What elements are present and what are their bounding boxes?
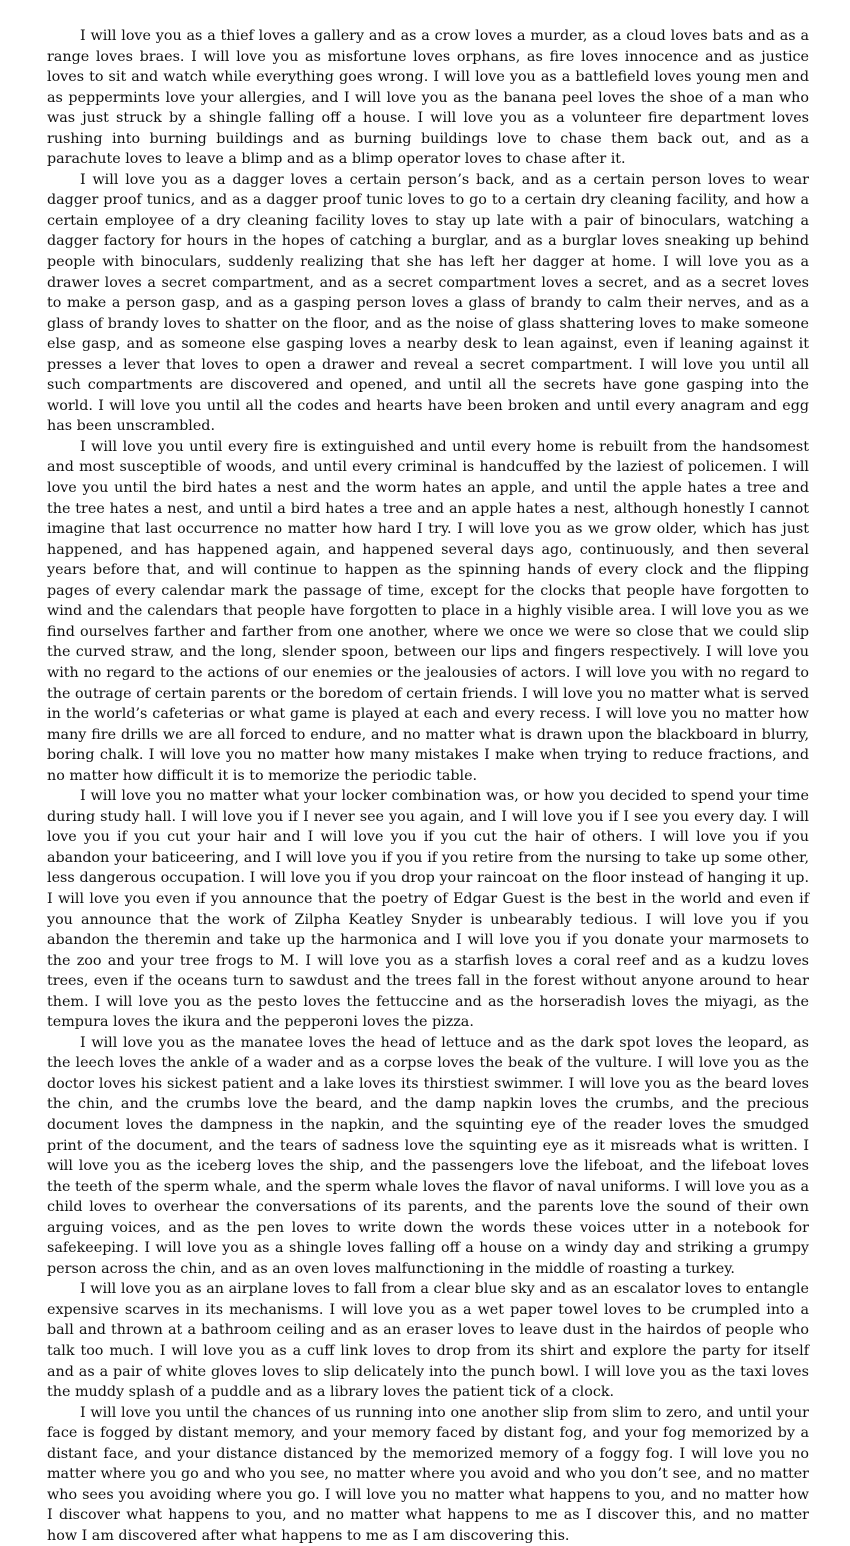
paragraph: I will love you no matter what your locker combination was, or how you decided to spend your time during study hall. I will love you if I never see you again, and I will love you if I see you every day. I will love you if you cut your hair and I will love you if you cut the hair of others. I will love you if you abandon your baticeering, and I will love you if you if you retire from the nursing to take up some other, less dangerous occupation. I will love you if you drop your raincoat on the floor instead of hanging it up. I will love you even if you announce that the poetry of Edgar Guest is the best in the world and even if you announce that the work of Zilpha Keatley Snyder is unbearably tedious. I will love you if you abandon the theremin and take up the harmonica and I will love you if you donate your marmosets to the zoo and your tree frogs to M. I will love you as a starfish loves a coral reef and as a kudzu loves trees, even if the oceans turn to sawdust and the trees fall in the forest without anyone around to hear them. I will love you as the pesto loves the fettuccine and as the horseradish loves the miyagi, as the tempura loves the ikura and the pepperoni loves the pizza. xyxy=(47,788,809,1031)
paragraph: I will love you until every fire is extinguished and until every home is rebuilt from the handsomest and most susceptible of woods, and until every criminal is handcuffed by the laziest of policemen. I will love you until the bird hates a nest and the worm hates an apple, and until the apple hates a tree and the tree hates a nest, and until a bird hates a tree and an apple hates a nest, although honestly I cannot imagine that last occurrence no matter how hard I try. I will love you as we grow older, which has just happened, and has happened again, and happened several days ago, continuously, and then several years before that, and will continue to happen as the spinning hands of every clock and the flipping pages of every calendar mark the passage of time, except for the clocks that people have forgotten to wind and the calendars that people have forgotten to place in a highly visible area. I will love you as we find ourselves farther and farther from one another, where we once we were so close that we could slip the curved straw, and the long, slender spoon, between our lips and fingers respectively. I will love you with no regard to the actions of our enemies or the jealousies of actors. I will love you with no regard to the outrage of certain parents or the boredom of certain friends. I will love you no matter what is served in the world’s cafeterias or what game is played at each and every recess. I will love you no matter how many fire drills we are all forced to endure, and no matter what is drawn upon the blackboard in blurry, boring chalk. I will love you no matter how many mistakes I make when trying to reduce fractions, and no matter how difficult it is to memorize the periodic table. xyxy=(47,438,809,784)
paragraph: I will love you as the manatee loves the head of lettuce and as the dark spot loves the leopard, as the leech loves the ankle of a wader and as a corpse loves the beak of the vulture. I will love you as the doctor loves his sickest patient and a lake loves its thirstiest swimmer. I will love you as the beard loves the chin, and the crumbs love the beard, and the damp napkin loves the crumbs, and the precious document loves the dampness in the napkin, and the squinting eye of the reader loves the smudged print of the document, and the tears of sadness love the squinting eye as it misreads what is written. I will love you as the iceberg loves the ship, and the passengers love the lifeboat, and the lifeboat loves the teeth of the sperm whale, and the sperm whale loves the flavor of naval uniforms. I will love you as a child loves to overhear the conversations of its parents, and the parents love the sound of their own arguing voices, and as the pen loves to write down the words these voices utter in a notebook for safekeeping. I will love you as a shingle loves falling off a house on a windy day and striking a grumpy person across the chin, and as an oven loves malfunctioning in the middle of roasting a turkey. xyxy=(47,1034,809,1277)
paragraph: I will love you as an airplane loves to fall from a clear blue sky and as an escalator loves to entangle expensive scarves in its mechanisms. I will love you as a wet paper towel loves to be crumpled into a ball and thrown at a bathroom ceiling and as an eraser loves to leave dust in the hairdos of people who talk too much. I will love you as a cuff link loves to drop from its shirt and explore the party for itself and as a pair of white gloves loves to slip delicately into the punch bowl. I will love you as the taxi loves the muddy splash of a puddle and as a library loves the patient tick of a clock. xyxy=(47,1281,809,1401)
document-body xyxy=(47,26,809,1546)
paragraph: I will love you as a dagger loves a certain person’s back, and as a certain person loves to wear dagger proof tunics, and as a dagger proof tunic loves to go to a certain dry cleaning facility, and how a certain employee of a dry cleaning facility loves to stay up late with a pair of binoculars, watching a dagger factory for hours in the hopes of catching a burglar, and as a burglar loves sneaking up behind people with binoculars, suddenly realizing that she has left her dagger at home. I will love you as a drawer loves a secret compartment, and as a secret compartment loves a secret, and as a secret loves to make a person gasp, and as a gasping person loves a glass of brandy to calm their nerves, and as a glass of brandy loves to shatter on the floor, and as the noise of glass shattering loves to make someone else gasp, and as someone else gasping loves a nearby desk to lean against, even if leaning against it presses a lever that loves to open a drawer and reveal a secret compartment. I will love you until all such compartments are discovered and opened, and until all the secrets have gone gasping into the world. I will love you until all the codes and hearts have been broken and until every anagram and egg has been unscrambled. xyxy=(47,171,809,435)
paragraph: I will love you until the chances of us running into one another slip from slim to zero, and until your face is fogged by distant memory, and your memory faced by distant fog, and your fog memorized by a distant face, and your distance distanced by the memorized memory of a foggy fog. I will love you no matter where you go and who you see, no matter where you avoid and who you don’t see, and no matter who sees you avoiding where you go. I will love you no matter what happens to you, and no matter how I discover what happens to you, and no matter what happens to me as I discover this, and no matter how I am discovered after what happens to me as I am discovering this. xyxy=(47,1404,809,1544)
paragraph: I will love you as a thief loves a gallery and as a crow loves a murder, as a cloud loves bats and as a range loves braes. I will love you as misfortune loves orphans, as fire loves innocence and as justice loves to sit and watch while everything goes wrong. I will love you as a battlefield loves young men and as peppermints love your allergies, and I will love you as the banana peel loves the shoe of a man who was just struck by a shingle falling off a house. I will love you as a volunteer fire department loves rushing into burning buildings and as burning buildings love to chase them back out, and as a parachute loves to leave a blimp and as a blimp operator loves to chase after it. xyxy=(47,28,809,168)
